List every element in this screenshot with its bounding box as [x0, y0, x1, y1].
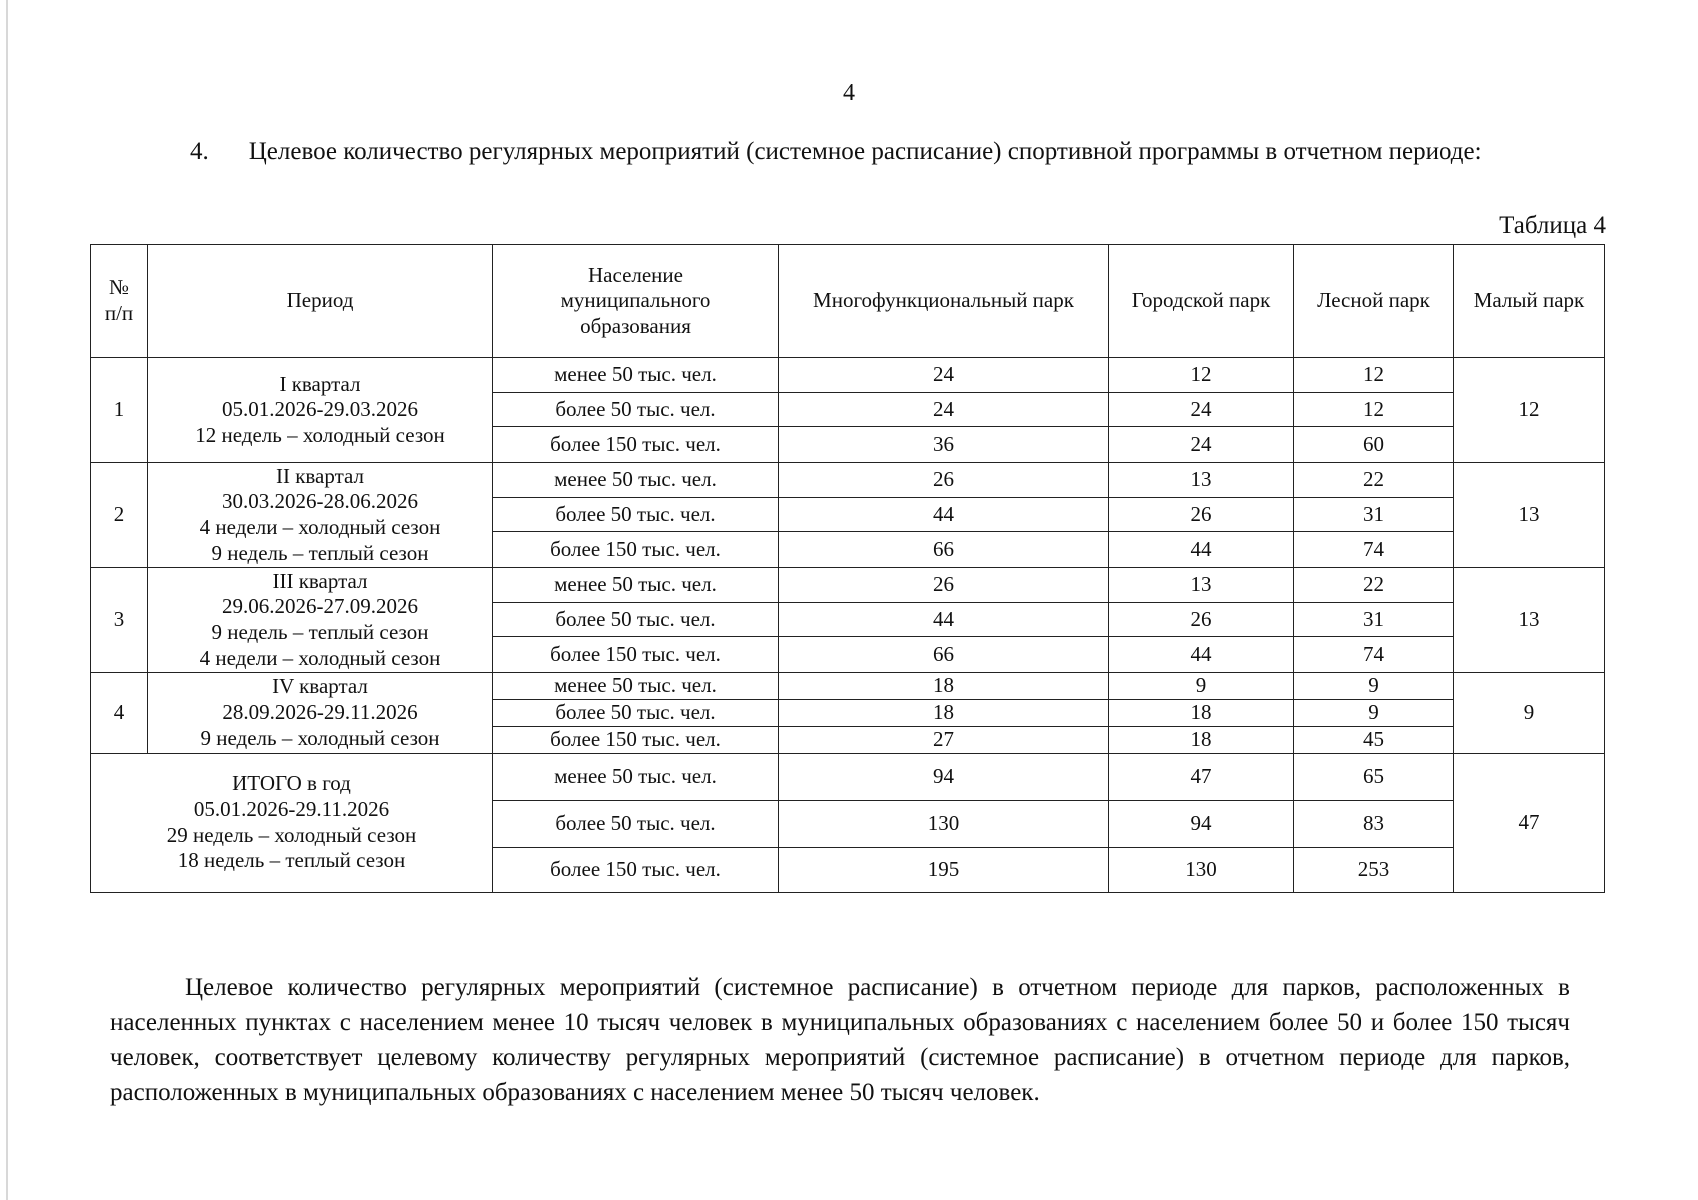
- city-park-value: 47: [1109, 753, 1294, 800]
- multifunctional-park-value: 26: [779, 463, 1109, 498]
- multifunctional-park-value: 44: [779, 498, 1109, 532]
- multifunctional-park-value: 94: [779, 753, 1109, 800]
- population-cell: более 150 тыс. чел.: [493, 532, 779, 568]
- forest-park-value: 9: [1294, 673, 1454, 700]
- row-number: 2: [91, 463, 148, 568]
- city-park-value: 9: [1109, 673, 1294, 700]
- period-line: 4 недели – холодный сезон: [199, 515, 441, 539]
- population-cell: более 150 тыс. чел.: [493, 726, 779, 753]
- forest-park-value: 31: [1294, 603, 1454, 637]
- table-row: [91, 753, 1605, 800]
- population-cell: менее 50 тыс. чел.: [493, 358, 779, 393]
- population-cell: более 150 тыс. чел.: [493, 847, 779, 892]
- small-park-value: 13: [1454, 463, 1605, 568]
- multifunctional-park-value: 27: [779, 726, 1109, 753]
- period-cell: [148, 358, 493, 463]
- multifunctional-park-value: 36: [779, 427, 1109, 463]
- closing-paragraph: [110, 970, 1570, 1110]
- intro-item-number: 4.: [190, 138, 209, 165]
- population-cell: более 50 тыс. чел.: [493, 603, 779, 637]
- page-edge-line: [6, 0, 8, 1200]
- header-forest-park: Лесной парк: [1294, 245, 1454, 358]
- city-park-value: 12: [1109, 358, 1294, 393]
- population-cell: более 150 тыс. чел.: [493, 637, 779, 673]
- city-park-value: 24: [1109, 393, 1294, 427]
- forest-park-value: 9: [1294, 700, 1454, 727]
- small-park-value: 12: [1454, 358, 1605, 463]
- city-park-value: 44: [1109, 637, 1294, 673]
- population-cell: более 50 тыс. чел.: [493, 498, 779, 532]
- forest-park-value: 31: [1294, 498, 1454, 532]
- table-header-row: [91, 245, 1605, 358]
- small-park-value: 9: [1454, 673, 1605, 754]
- forest-park-value: 65: [1294, 753, 1454, 800]
- header-small-park: Малый парк: [1454, 245, 1605, 358]
- multifunctional-park-value: 18: [779, 700, 1109, 727]
- header-num-line-2: п/п: [104, 301, 134, 325]
- city-park-value: 26: [1109, 498, 1294, 532]
- population-cell: менее 50 тыс. чел.: [493, 463, 779, 498]
- city-park-value: 13: [1109, 568, 1294, 603]
- table-row: [91, 568, 1605, 603]
- period-line: 30.03.2026-28.06.2026: [222, 489, 418, 514]
- period-line: 9 недель – теплый сезон: [211, 540, 429, 565]
- period-line: III квартал: [272, 568, 368, 593]
- multifunctional-park-value: 18: [779, 673, 1109, 700]
- period-line: 9 недель – холодный сезон: [200, 725, 440, 750]
- period-line: IV квартал: [272, 674, 368, 699]
- population-cell: более 50 тыс. чел.: [493, 393, 779, 427]
- forest-park-value: 45: [1294, 726, 1454, 753]
- multifunctional-park-value: 195: [779, 847, 1109, 892]
- table-row: [91, 358, 1605, 393]
- multifunctional-park-value: 130: [779, 800, 1109, 847]
- table-row: [91, 673, 1605, 700]
- period-line: 12 недель – холодный сезон: [195, 422, 445, 447]
- city-park-value: 44: [1109, 532, 1294, 568]
- forest-park-value: 83: [1294, 800, 1454, 847]
- header-city-park: Городской парк: [1109, 245, 1294, 358]
- forest-park-value: 22: [1294, 463, 1454, 498]
- population-cell: менее 50 тыс. чел.: [493, 753, 779, 800]
- small-park-value: 47: [1454, 753, 1605, 892]
- row-number: 3: [91, 568, 148, 673]
- period-line: 4 недели – холодный сезон: [199, 645, 441, 670]
- multifunctional-park-value: 44: [779, 603, 1109, 637]
- population-cell: менее 50 тыс. чел.: [493, 673, 779, 700]
- period-line: I квартал: [279, 371, 361, 396]
- forest-park-value: 60: [1294, 427, 1454, 463]
- forest-park-value: 12: [1294, 358, 1454, 393]
- total-label-line: 05.01.2026-29.11.2026: [193, 797, 390, 821]
- forest-park-value: 22: [1294, 568, 1454, 603]
- city-park-value: 26: [1109, 603, 1294, 637]
- city-park-value: 18: [1109, 700, 1294, 727]
- intro-paragraph: [115, 136, 1588, 167]
- multifunctional-park-value: 66: [779, 532, 1109, 568]
- events-table: [90, 244, 1605, 893]
- period-cell: [148, 463, 493, 568]
- forest-park-value: 74: [1294, 532, 1454, 568]
- period-line: 29.06.2026-27.09.2026: [222, 594, 418, 619]
- forest-park-value: 12: [1294, 393, 1454, 427]
- header-num: [91, 245, 148, 358]
- period-line: 28.09.2026-29.11.2026: [222, 700, 418, 724]
- period-cell: [148, 568, 493, 673]
- table-row: [91, 463, 1605, 498]
- city-park-value: 130: [1109, 847, 1294, 892]
- small-park-value: 13: [1454, 568, 1605, 673]
- period-cell: [148, 673, 493, 754]
- row-number: 1: [91, 358, 148, 463]
- period-line: 05.01.2026-29.03.2026: [222, 397, 418, 422]
- population-cell: менее 50 тыс. чел.: [493, 568, 779, 603]
- multifunctional-park-value: 26: [779, 568, 1109, 603]
- header-num-line-1: №: [108, 275, 130, 300]
- header-population-line-2: муниципального: [560, 288, 711, 313]
- header-population-line-3: образования: [580, 313, 691, 338]
- city-park-value: 18: [1109, 726, 1294, 753]
- total-label-line: 18 недель – теплый сезон: [177, 848, 406, 873]
- page-number: 4: [843, 80, 855, 106]
- total-label-cell: [91, 753, 493, 892]
- table-caption: Таблица 4: [1499, 212, 1606, 239]
- multifunctional-park-value: 66: [779, 637, 1109, 673]
- total-label-line: ИТОГО в год: [232, 771, 351, 796]
- city-park-value: 94: [1109, 800, 1294, 847]
- intro-text: Целевое количество регулярных мероприятий (системное расписание) спортивной программы в отчетном периоде:: [248, 138, 1482, 165]
- period-line: 9 недель – теплый сезон: [211, 620, 429, 644]
- population-cell: более 50 тыс. чел.: [493, 700, 779, 727]
- period-line: II квартал: [275, 463, 365, 488]
- population-cell: более 50 тыс. чел.: [493, 800, 779, 847]
- row-number: 4: [91, 673, 148, 754]
- header-population-line-1: Население: [588, 262, 683, 287]
- multifunctional-park-value: 24: [779, 358, 1109, 393]
- closing-text: Целевое количество регулярных мероприятий (системное расписание) в отчетном периоде для парков, расположенных в населенных пунктах с населением менее 10 тысяч человек в муниципальных образованиях с населением более 50 и более 150 тысяч человек, соответствует целевому количеству регулярных мероприятий (системное расписание) в отчетном периоде для парков, расположенных в муниципальных образованиях с населением менее 50 тысяч человек.: [110, 974, 1570, 1106]
- header-multifunctional-park: Многофункциональный парк: [779, 245, 1109, 358]
- total-label-line: 29 недель – холодный сезон: [166, 822, 417, 847]
- header-period: Период: [148, 245, 493, 358]
- forest-park-value: 74: [1294, 637, 1454, 673]
- population-cell: более 150 тыс. чел.: [493, 427, 779, 463]
- header-population: [493, 245, 779, 358]
- forest-park-value: 253: [1294, 847, 1454, 892]
- city-park-value: 13: [1109, 463, 1294, 498]
- city-park-value: 24: [1109, 427, 1294, 463]
- multifunctional-park-value: 24: [779, 393, 1109, 427]
